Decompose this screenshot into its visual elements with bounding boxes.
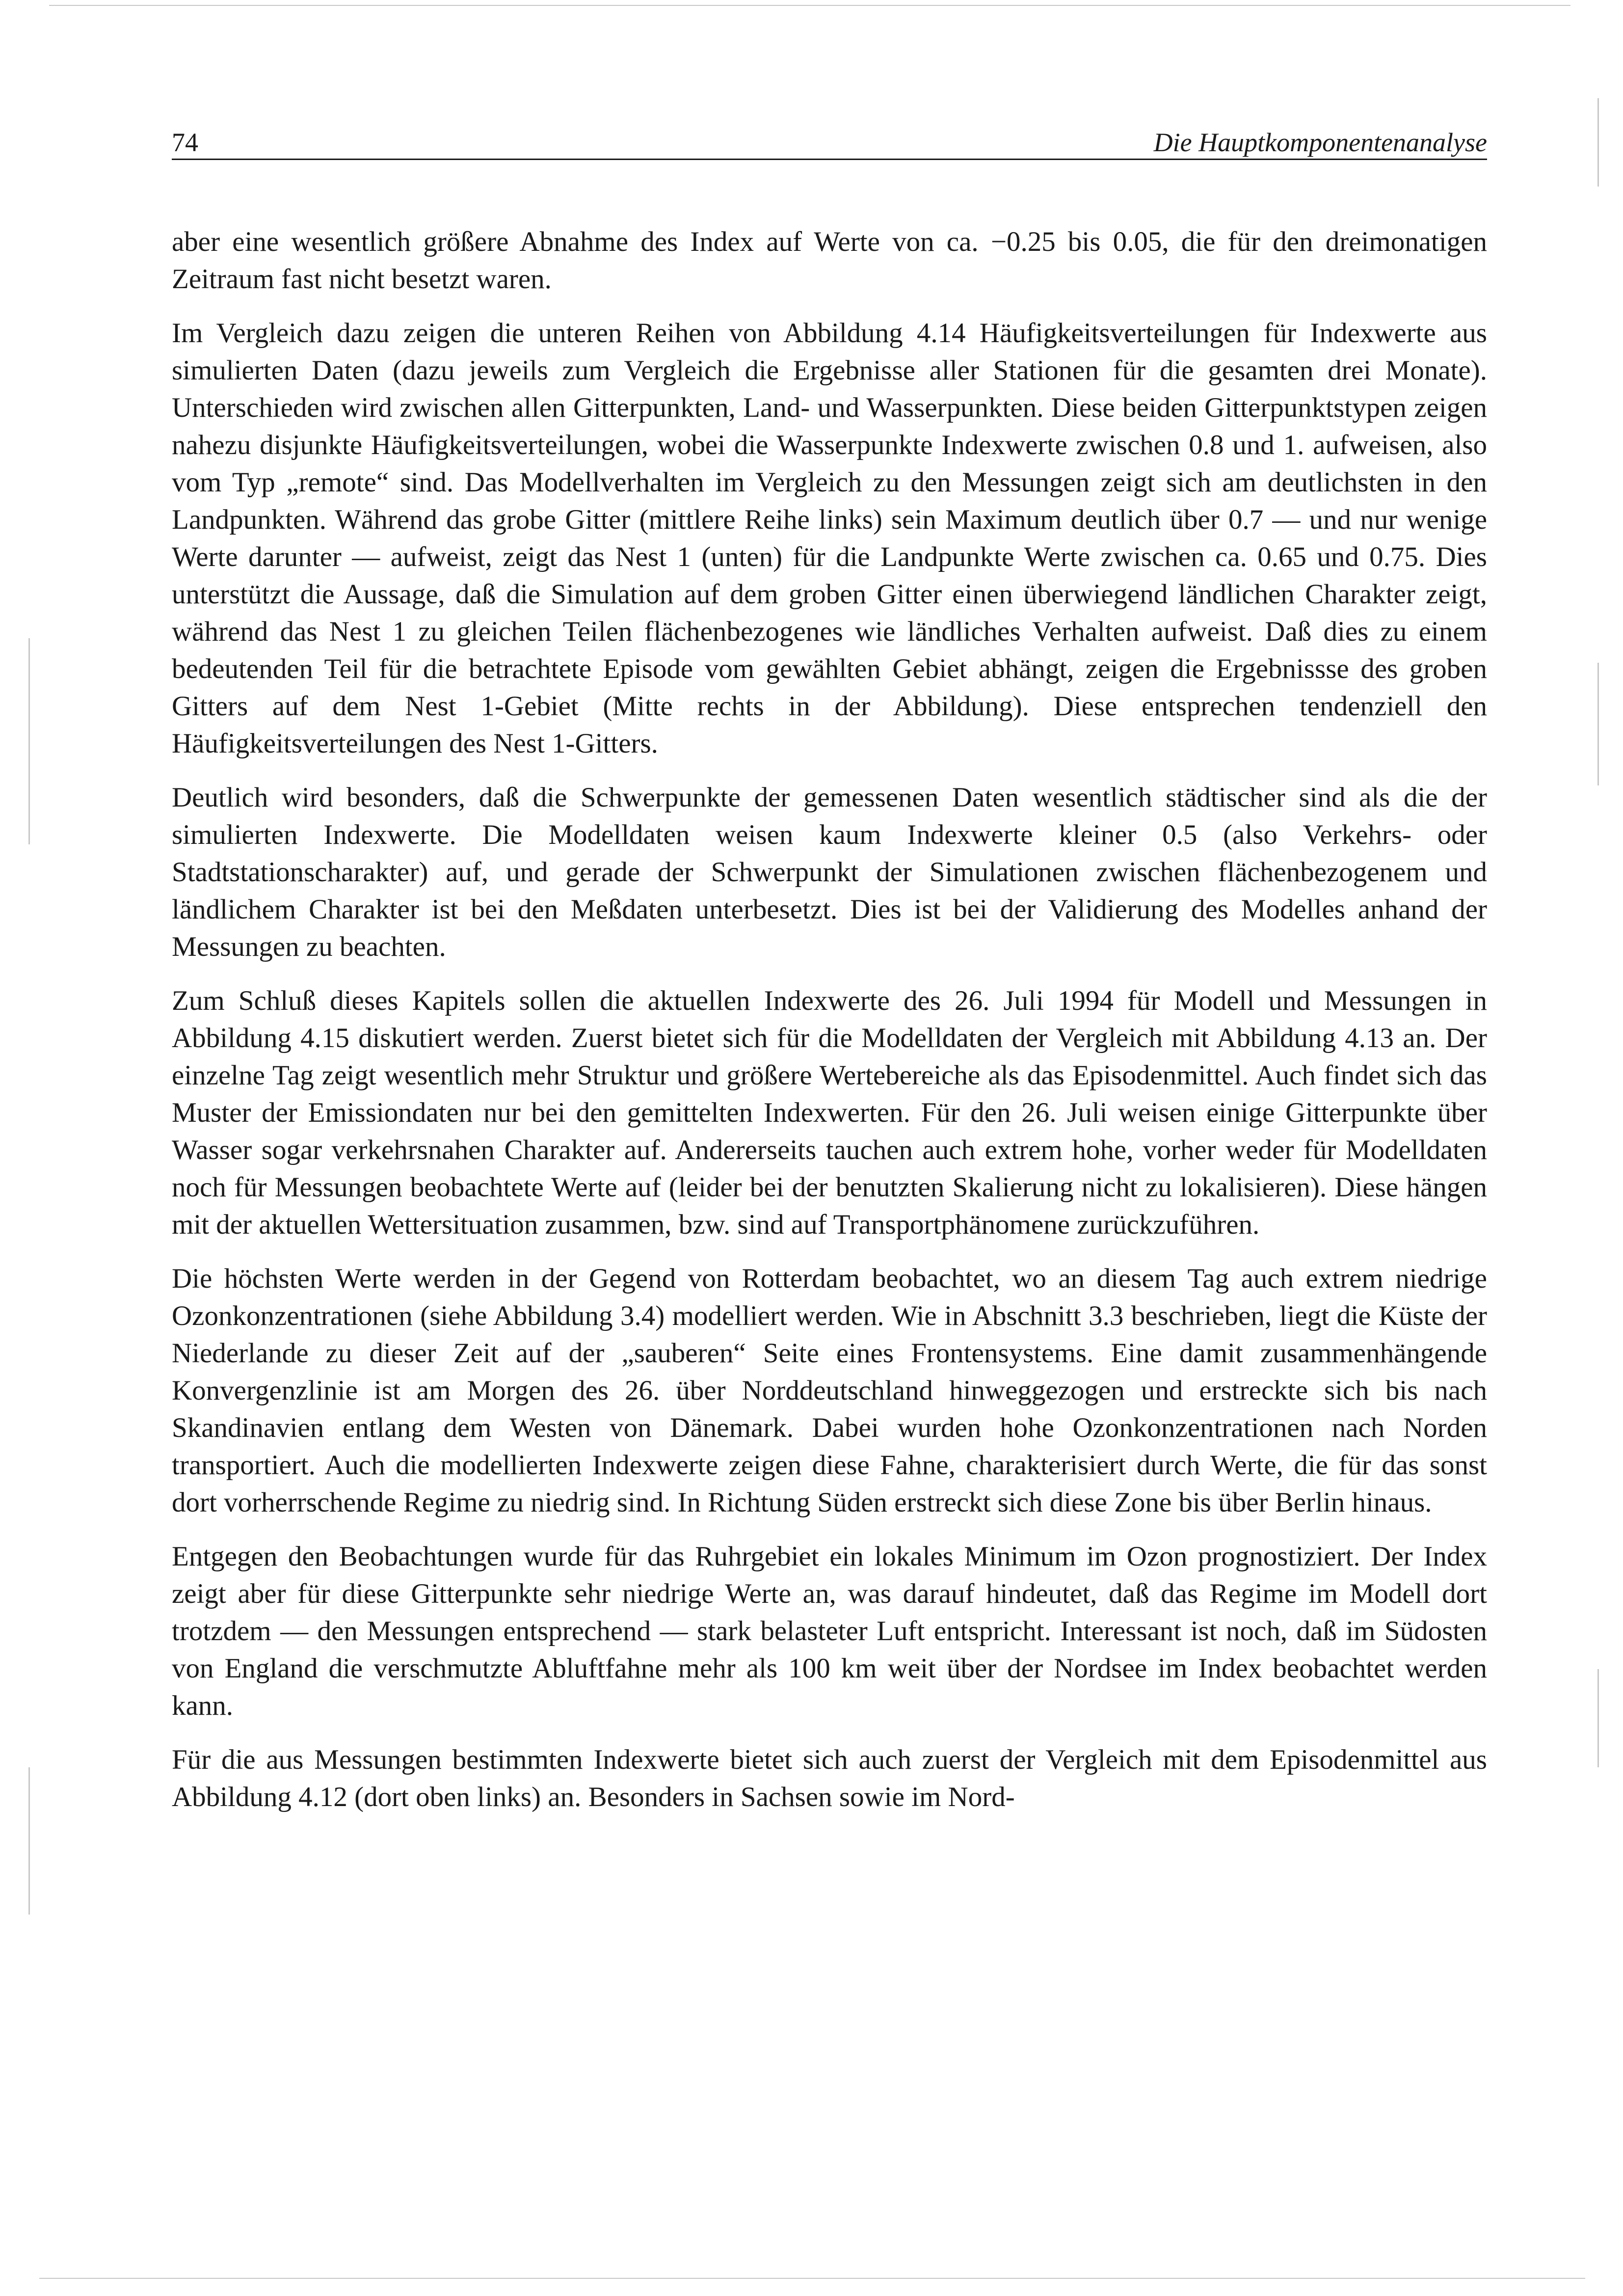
scan-artifact — [49, 5, 1570, 6]
paragraph: Entgegen den Beobachtungen wurde für das Ruhrgebiet ein lokales Minimum im Ozon prognostiziert. Der Index zeigt aber für diese Gitterpunkte sehr niedrige Werte an, was darauf hindeutet, daß das Regime im Modell dort trotzdem — den Messungen entsprechend — stark belasteter Luft entspricht. Interessant ist noch, daß im Südosten von England die verschmutzte Abluftfahne mehr als 100 km weit über der Nordsee im Index beobachtet werden kann. — [172, 1541, 1487, 1721]
page-header — [172, 125, 1487, 160]
scan-artifact — [1597, 98, 1599, 187]
header-rule — [172, 159, 1487, 160]
scan-artifact — [1597, 1669, 1599, 1767]
scan-artifact — [28, 1767, 30, 1915]
page-number: 74 — [172, 128, 198, 157]
scan-artifact — [39, 2278, 1585, 2279]
paragraph: Deutlich wird besonders, daß die Schwerpunkte der gemessenen Daten wesentlich städtischer sind als die der simulierten Indexwerte. Die Modelldaten weisen kaum Indexwerte kleiner 0.5 (also Verkehrs- oder Stadtstationscharakter) auf, und gerade der Schwerpunkt der Simulationen zwischen flächenbezogenem und ländlichem Charakter ist bei den Meßdaten unterbesetzt. Dies ist bei der Validierung des Modelles anhand der Messungen zu beachten. — [172, 782, 1487, 962]
scan-artifact — [28, 638, 30, 844]
scan-artifact — [1597, 663, 1599, 785]
paragraph: Die höchsten Werte werden in der Gegend von Rotterdam beobachtet, wo an diesem Tag auch extrem niedrige Ozonkonzentrationen (siehe Abbildung 3.4) modelliert werden. Wie in Abschnitt 3.3 beschrieben, liegt die Küste der Niederlande zu dieser Zeit auf der „sauberen“ Seite eines Frontensystems. Eine damit zusammenhängende Konvergenzlinie ist am Morgen des 26. über Norddeutschland hinweggezogen und erstreckte sich bis nach Skandinavien entlang dem Westen von Dänemark. Dabei wurden hohe Ozonkonzentrationen nach Norden transportiert. Auch die modellierten Indexwerte zeigen diese Fahne, charakterisiert durch Werte, die für das sonst dort vorherrschende Regime zu niedrig sind. In Richtung Süden erstreckt sich diese Zone bis über Berlin hinaus. — [172, 1263, 1487, 1518]
paragraph: Im Vergleich dazu zeigen die unteren Reihen von Abbildung 4.14 Häufigkeitsverteilungen für Indexwerte aus simulierten Daten (dazu jeweils zum Vergleich die Ergebnisse aller Stationen für die gesamten drei Monate). Unterschieden wird zwischen allen Gitterpunkten, Land- und Wasserpunkten. Diese beiden Gitterpunktstypen zeigen nahezu disjunkte Häufigkeitsverteilungen, wobei die Wasserpunkte Indexwerte zwischen 0.8 und 1. aufweisen, also vom Typ „remote“ sind. Das Modellverhalten im Vergleich zu den Messungen zeigt sich am deutlichsten in den Landpunkten. Während das grobe Gitter (mittlere Reihe links) sein Maximum deutlich über 0.7 — und nur wenige Werte darunter — aufweist, zeigt das Nest 1 (unten) für die Landpunkte Werte zwischen ca. 0.65 und 0.75. Dies unterstützt die Aussage, daß die Simulation auf dem groben Gitter einen überwiegend ländlichen Charakter zeigt, während das Nest 1 zu gleichen Teilen flächenbezogenes wie ländliches Verhalten aufweist. Daß dies zu einem bedeutenden Teil für die betrachtete Episode vom gewählten Gebiet abhängt, zeigen die Ergebnissse des groben Gitters auf dem Nest 1-Gebiet (Mitte rechts in der Abbildung). Diese entsprechen tendenziell den Häufigkeitsverteilungen des Nest 1-Gitters. — [172, 318, 1487, 759]
body-text — [172, 223, 1487, 1816]
paragraph: aber eine wesentlich größere Abnahme des Index auf Werte von ca. −0.25 bis 0.05, die für den dreimonatigen Zeitraum fast nicht besetzt waren. — [172, 226, 1487, 295]
paragraph: Für die aus Messungen bestimmten Indexwerte bietet sich auch zuerst der Vergleich mit dem Episodenmittel aus Abbildung 4.12 (dort oben links) an. Besonders in Sachsen sowie im Nord- — [172, 1744, 1487, 1812]
paragraph: Zum Schluß dieses Kapitels sollen die aktuellen Indexwerte des 26. Juli 1994 für Modell und Messungen in Abbildung 4.15 diskutiert werden. Zuerst bietet sich für die Modelldaten der Vergleich mit Abbildung 4.13 an. Der einzelne Tag zeigt wesentlich mehr Struktur und größere Wertebereiche als das Episodenmittel. Auch findet sich das Muster der Emissiondaten nur bei den gemittelten Indexwerten. Für den 26. Juli weisen einige Gitterpunkte über Wasser sogar verkehrsnahen Charakter auf. Andererseits tauchen auch extrem hohe, vorher weder für Modelldaten noch für Messungen beobachtete Werte auf (leider bei der benutzten Skalierung nicht zu lokalisieren). Diese hängen mit der aktuellen Wettersituation zusammen, bzw. sind auf Transportphänomene zurückzuführen. — [172, 985, 1487, 1240]
running-head: Die Hauptkomponentenanalyse — [1153, 128, 1487, 157]
